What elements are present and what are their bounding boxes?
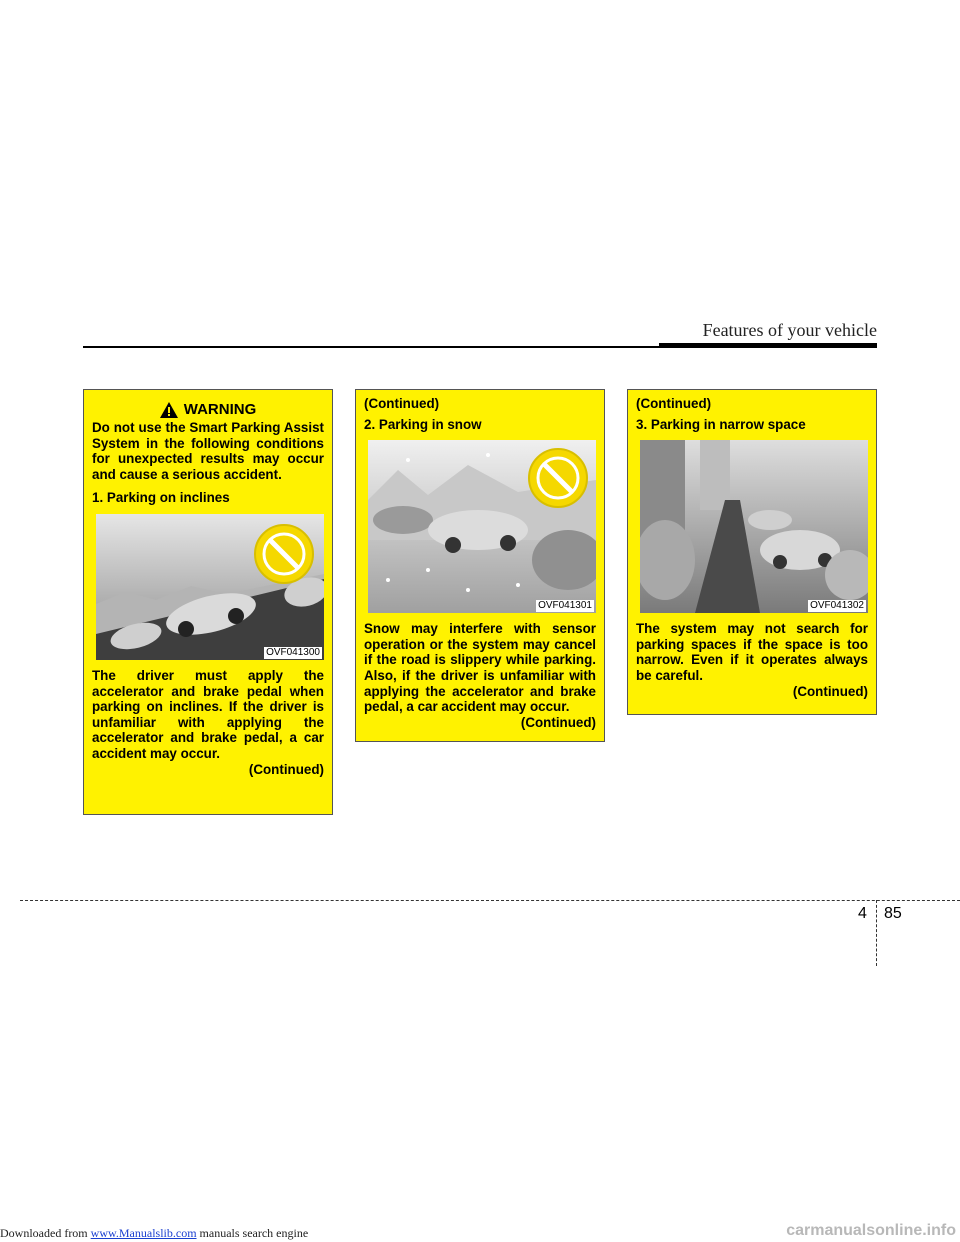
image-code-snow: OVF041301 (538, 600, 592, 612)
illustration-inclines (96, 514, 324, 660)
warning-heading (92, 402, 324, 418)
header-rule-thick (659, 343, 877, 348)
item-title-snow: 2. Parking in snow (364, 416, 482, 432)
warning-intro: Do not use the Smart Parking Assist System in the following conditions for unexpected results may occur and cause a serious accident. (92, 420, 324, 482)
download-suffix: manuals search engine (196, 1226, 309, 1240)
header-title: Features of your vehicle (702, 320, 877, 340)
item-title-inclines: 1. Parking on inclines (92, 490, 230, 506)
continued-label: (Continued) (520, 714, 596, 730)
body-snow: Snow may interfere with sensor operation or the system may cancel if the road is slippery while parking. Also, if the driver is unfamiliar with applying the accelerator and brake pedal, a car accident may occur. (364, 621, 596, 715)
continued-label: (Continued) (792, 683, 868, 699)
continued-label: (Continued) (248, 761, 324, 777)
body-narrow: The system may not search for parking spaces if the space is too narrow. Even if it operates always be careful. (636, 621, 868, 683)
manualslib-link[interactable]: www.Manualslib.com (90, 1226, 197, 1240)
continued-top: (Continued) (636, 396, 712, 411)
download-line (0, 1226, 308, 1241)
item-title-narrow: 3. Parking in narrow space (636, 416, 806, 432)
warning-box-narrow (627, 389, 877, 715)
continued-top: (Continued) (364, 396, 440, 411)
warning-label: WARNING (183, 401, 257, 419)
page-number: 85 (884, 905, 902, 922)
image-code-narrow: OVF041302 (810, 600, 864, 612)
chapter-number: 4 (858, 905, 867, 922)
warning-box-snow (355, 389, 605, 742)
footer-vertical-divider (876, 900, 877, 966)
body-inclines: The driver must apply the accelerator and brake pedal when parking on inclines. If the driver is unfamiliar with applying the accelerator and brake pedal, a car accident may occur. (92, 667, 324, 761)
footer-divider (20, 900, 960, 901)
illustration-narrow (640, 440, 868, 613)
watermark: carmanualsonline.info (786, 1222, 956, 1239)
download-prefix: Downloaded from (0, 1226, 91, 1240)
illustration-snow (368, 440, 596, 613)
warning-triangle-icon (160, 402, 178, 418)
image-code-inclines: OVF041300 (266, 646, 320, 658)
warning-box-inclines (83, 389, 333, 815)
